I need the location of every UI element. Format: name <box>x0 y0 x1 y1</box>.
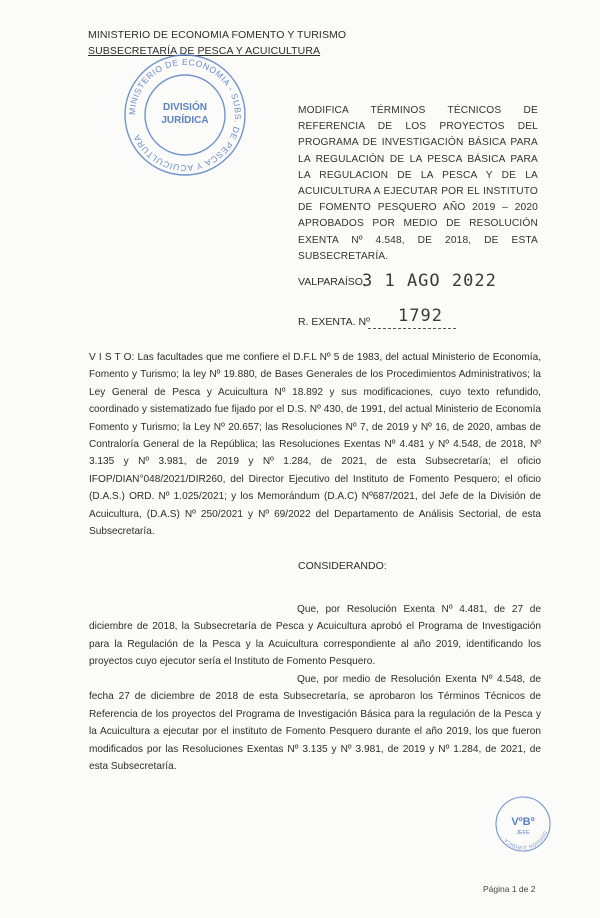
ministry-header: MINISTERIO DE ECONOMIA FOMENTO Y TURISMO <box>88 29 347 41</box>
subsecretaria-header: SUBSECRETARÍA DE PESCA Y ACUICULTURA <box>88 45 321 57</box>
resolution-number: 1792 <box>398 306 443 326</box>
stamp-line-2: JURÍDICA <box>161 115 209 126</box>
resolution-underline <box>368 328 456 329</box>
vb-stamp <box>494 795 552 853</box>
place-label: VALPARAÍSO, <box>298 276 366 288</box>
stamp-ring-text: MINISTERIO DE ECONOMIA - SUBS. DE PESCA Y ACUICULTURA <box>126 56 244 174</box>
vb-main-text: VºBº <box>511 816 535 828</box>
stamp-line-1: DIVISIÓN <box>163 102 207 113</box>
date-stamp: 3 1 AGO 2022 <box>362 271 497 291</box>
vb-sub-text: JEFE <box>516 830 530 836</box>
considerando-paragraph-2: Que, por medio de Resolución Exenta Nº 4.548, de fecha 27 de diciembre de 2018 de esta Subsecretaría, se aprobaron los Términos Técnicos de Referencia de los proyectos del Programa de Investigación Básica para la regulación de la Pesca y la Acuicultura a ejecutar por el instituto de Fomento Pesquero durante el año 2019, los que fueron modificados por las Resoluciones Exentas Nº 3.135 y Nº 3.981, de 2019 y Nº 1.284, de 2021, de esta Subsecretaría. <box>89 674 541 773</box>
considerando-paragraph-1: Que, por Resolución Exenta Nº 4.481, de 27 de diciembre de 2018, la Subsecretaría de Pesca y Acuicultura aprobó el Programa de Investigación para la Regulación de la Pesca y la Acuicultura correspondiente al año 2019, identificando los proyectos cuyo ejecutor sería el Instituto de Fomento Pesquero. <box>89 604 541 668</box>
document-title: MODIFICA TÉRMINOS TÉCNICOS DE REFERENCIA DE LOS PROYECTOS DEL PROGRAMA DE INVESTIGACIÓN BÁSICA PARA LA REGULACIÓN DE LA PESCA BÁSICA PARA LA REGULACION DE LA PESCA Y DE LA ACUICULTURA A EJECUTAR POR EL INSTITUTO DE FOMENTO PESQUERO AÑO 2019 – 2020 APROBADOS POR MEDIO DE RESOLUCIÓN EXENTA Nº 4.548, DE 2018, DE ESTA SUBSECRETARÍA. <box>298 105 538 262</box>
page-number: Página 1 de 2 <box>483 884 536 894</box>
resolution-label: R. EXENTA. Nº <box>298 316 370 328</box>
visto-paragraph: V I S T O: Las facultades que me confiere el D.F.L Nº 5 de 1983, del actual Ministerio de Economía, Fomento y Turismo; la ley Nº 19.880, de Bases Generales de los Procedimientos Administrativos; la Ley General de Pesca y Acuicultura Nº 18.892 y sus modificaciones, cuyo texto refundido, coordinado y sistematizado fue fijado por el D.S. Nº 430, de 1991, del actual Ministerio de Economía Fomento y Turismo; la Ley Nº 20.657; las Resoluciones Nº 7, de 2019 y Nº 16, de 2020, ambas de Contraloría General de la República; las Resoluciones Exentas Nº 4.481 y Nº 4.548, de 2018, Nº 3.135 y Nº 3.981, de 2019 y Nº 1.284, de 2021, de esta Subsecretaría; el oficio IFOP/DIAN°048/2021/DIR260, del Director Ejecutivo del Instituto de Fomento Pesquero; el oficio (D.A.S.) ORD. Nº 1.025/2021; y los Memorándum (D.A.C) Nº687/2021, del Jefe de la División de Acuicultura, (D.A.S) Nº 250/2021 y Nº 69/2022 del Departamento de Análisis Sectorial, de esta Subsecretaría. <box>89 352 541 538</box>
considerando-heading: CONSIDERANDO: <box>298 560 387 572</box>
vb-ring-text: DIVISIÓN JURÍDICA <box>503 830 548 851</box>
division-juridica-stamp <box>122 52 248 178</box>
